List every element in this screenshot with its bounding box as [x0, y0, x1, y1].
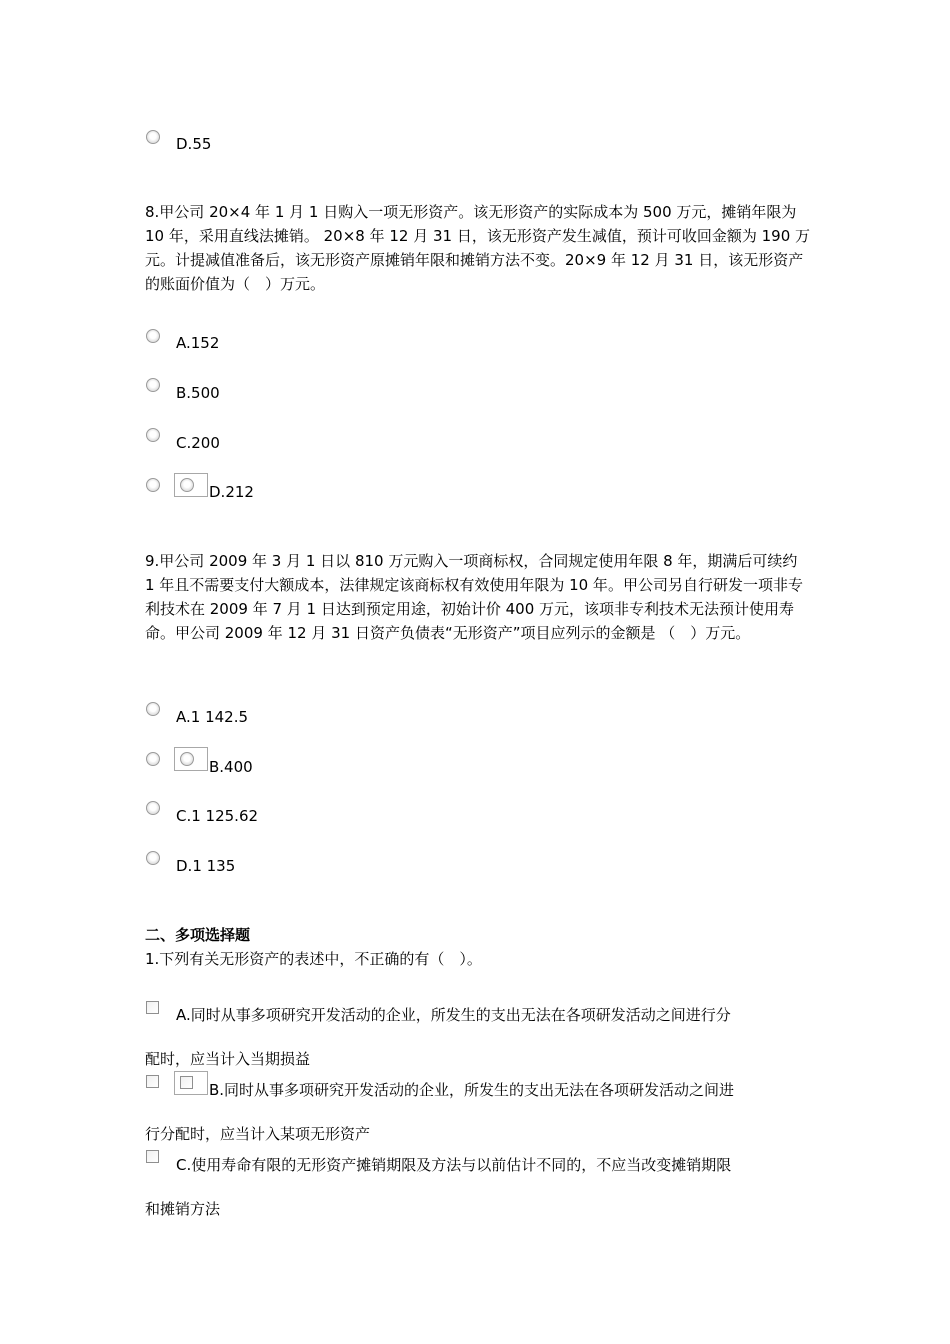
q9-option-c-radio[interactable]	[146, 801, 160, 815]
mq1-option-b-checkbox[interactable]	[146, 1075, 159, 1088]
q8-question-text: 8.甲公司 20×4 年 1 月 1 日购入一项无形资产。该无形资产的实际成本为 500 万元，摊销年限为 10 年，采用直线法摊销。 20×8 年 12 月 31 日，该无形资产发生减值，预计可收回金额为 190 万元。计提减值准备后，该无形资产原摊销年限和摊销方法不变。20×9 年 12 月 31 日，该无形资产的账面价值为（ ）万元。	[145, 203, 811, 293]
q8-option-a-label: A.152	[176, 334, 220, 352]
mq1-question-text: 1.下列有关无形资产的表述中，不正确的有（ ）。	[145, 950, 482, 968]
mq1-option-a-label-continued: 配时，应当计入当期损益	[145, 1050, 311, 1068]
section-title: 二、多项选择题	[145, 926, 251, 944]
q7-option-d-label: D.55	[176, 135, 212, 153]
q8-option-d-embedded-radio-box[interactable]	[174, 473, 208, 497]
q8-option-b-label: B.500	[176, 384, 220, 402]
q8-option-d-embedded-radio[interactable]	[180, 478, 194, 492]
q8-option-d-label: D.212	[209, 483, 254, 501]
q8-option-c-label: C.200	[176, 434, 220, 452]
q9-question-text: 9.甲公司 2009 年 3 月 1 日以 810 万元购入一项商标权，合同规定使用年限 8 年，期满后可续约 1 年且不需要支付大额成本，法律规定该商标权有效使用年限为 10 年。甲公司另自行研发一项非专利技术在 2009 年 7 月 1 日达到预定用途，初始计价 400 万元，该项非专利技术无法预计使用寿命。甲公司 2009 年 12 月 31 日资产负债表“无形资产”项目应列示的金额是 （ ）万元。	[145, 552, 803, 642]
q9-option-b-radio[interactable]	[146, 752, 160, 766]
mq1-option-b-label: B.同时从事多项研究开发活动的企业，所发生的支出无法在各项研发活动之间进	[209, 1081, 735, 1099]
mq1-option-b-embedded-checkbox-box[interactable]	[174, 1071, 208, 1095]
mq1-option-b-label-continued: 行分配时，应当计入某项无形资产	[145, 1125, 371, 1143]
mq1-option-c-label: C.使用寿命有限的无形资产摊销期限及方法与以前估计不同的，不应当改变摊销期限	[176, 1156, 732, 1174]
q9-option-b-embedded-radio-box[interactable]	[174, 747, 208, 771]
q9-option-b-label: B.400	[209, 758, 253, 776]
mq1-option-c-checkbox[interactable]	[146, 1150, 159, 1163]
q8-option-a-radio[interactable]	[146, 329, 160, 343]
q8-option-d-radio[interactable]	[146, 478, 160, 492]
mq1-option-a-checkbox[interactable]	[146, 1001, 159, 1014]
q9-option-d-label: D.1 135	[176, 857, 236, 875]
q9-option-a-label: A.1 142.5	[176, 708, 249, 726]
mq1-option-b-embedded-checkbox[interactable]	[180, 1076, 193, 1089]
mq1-option-a-label: A.同时从事多项研究开发活动的企业，所发生的支出无法在各项研发活动之间进行分	[176, 1006, 731, 1024]
q9-option-c-label: C.1 125.62	[176, 807, 259, 825]
q9-option-a-radio[interactable]	[146, 702, 160, 716]
q9-option-b-embedded-radio[interactable]	[180, 752, 194, 766]
q9-option-d-radio[interactable]	[146, 851, 160, 865]
q8-option-c-radio[interactable]	[146, 428, 160, 442]
mq1-option-c-label-continued: 和摊销方法	[145, 1200, 221, 1218]
q7-option-d-radio[interactable]	[146, 130, 160, 144]
q8-option-b-radio[interactable]	[146, 378, 160, 392]
